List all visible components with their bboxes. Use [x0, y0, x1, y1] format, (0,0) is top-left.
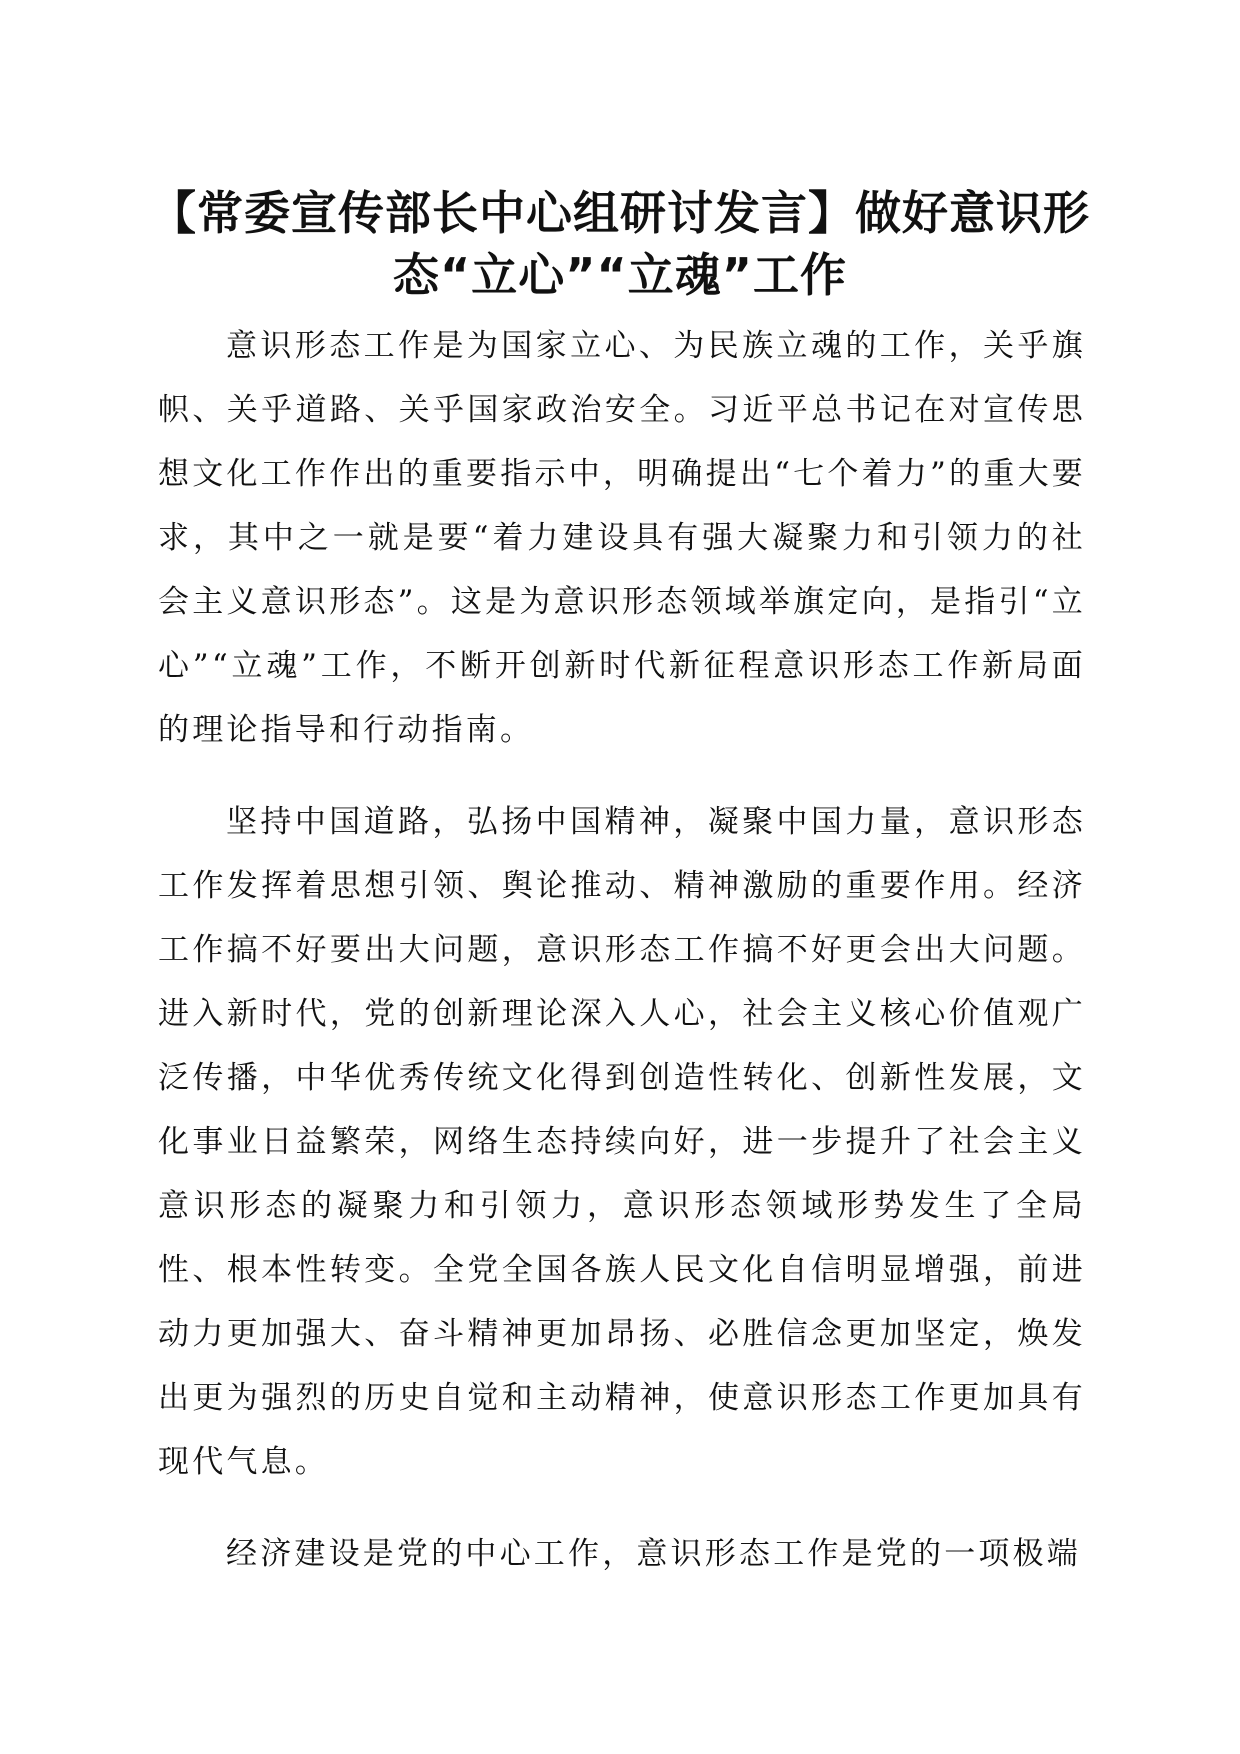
document-body	[158, 314, 1086, 1614]
paragraph-1: 意识形态工作是为国家立心、为民族立魂的工作，关乎旗帜、关乎道路、关乎国家政治安全。习近平总书记在对宣传思想文化工作作出的重要指示中，明确提出“七个着力”的重大要求，其中之一就是要“着力建设具有强大凝聚力和引领力的社会主义意识形态”。这是为意识形态领域举旗定向，是指引“立心”“立魂”工作，不断开创新时代新征程意识形态工作新局面的理论指导和行动指南。	[158, 328, 1086, 748]
document-title: 【常委宣传部长中心组研讨发言】做好意识形态“立心”“立魂”工作	[150, 186, 1090, 302]
paragraph-3: 经济建设是党的中心工作，意识形态工作是党的一项极端	[226, 1536, 1081, 1572]
paragraph-2: 坚持中国道路，弘扬中国精神，凝聚中国力量，意识形态工作发挥着思想引领、舆论推动、精神激励的重要作用。经济工作搞不好要出大问题，意识形态工作搞不好更会出大问题。进入新时代，党的创新理论深入人心，社会主义核心价值观广泛传播，中华优秀传统文化得到创造性转化、创新性发展，文化事业日益繁荣，网络生态持续向好，进一步提升了社会主义意识形态的凝聚力和引领力，意识形态领域形势发生了全局性、根本性转变。全党全国各族人民文化自信明显增强，前进动力更加强大、奋斗精神更加昂扬、必胜信念更加坚定，焕发出更为强烈的历史自觉和主动精神，使意识形态工作更加具有现代气息。	[158, 804, 1086, 1480]
